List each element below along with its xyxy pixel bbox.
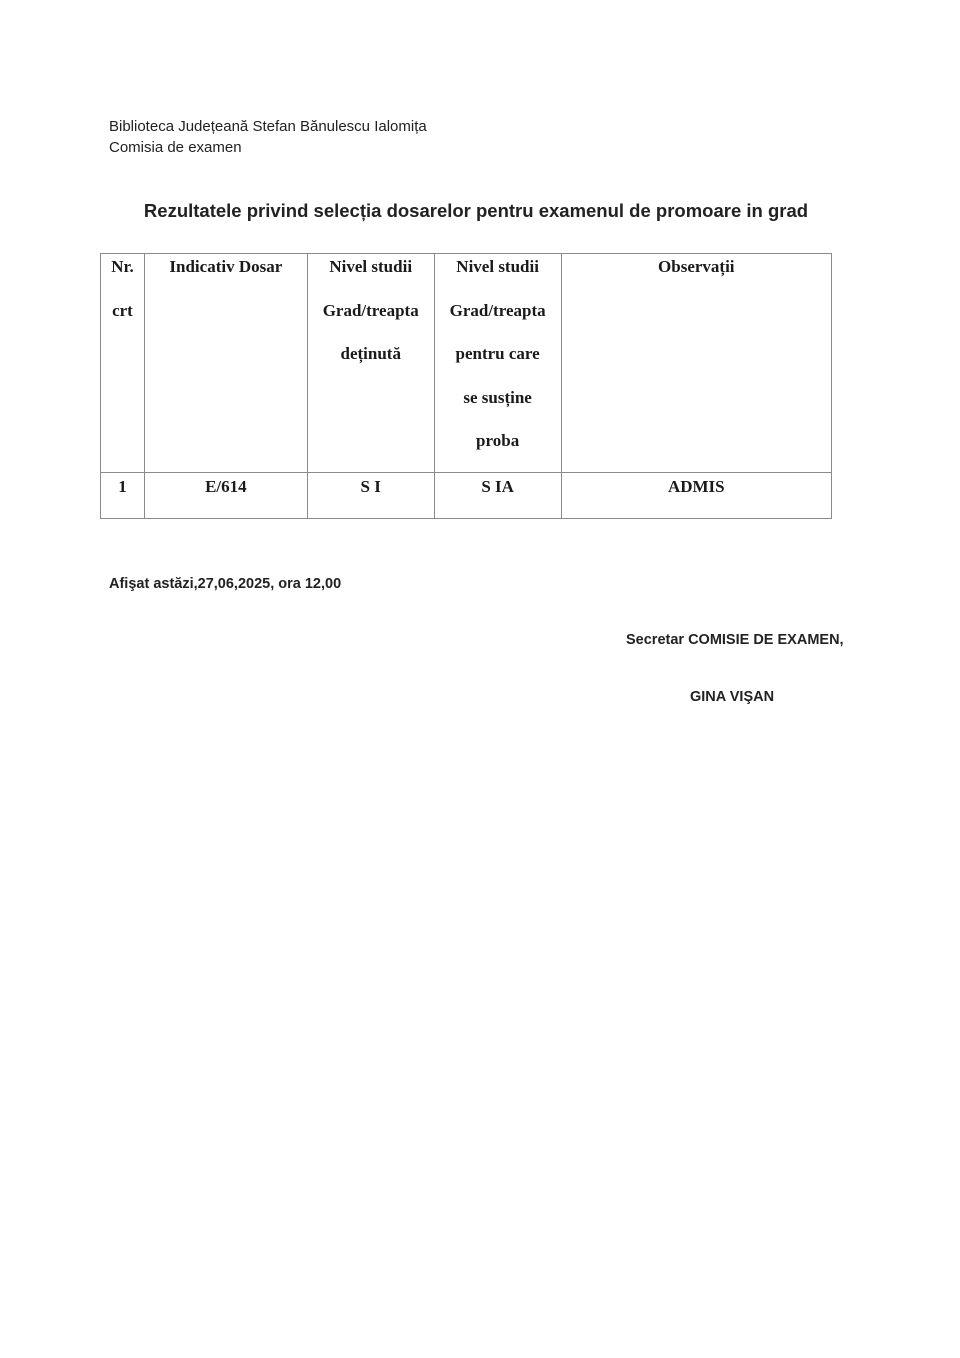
cell-observatii: ADMIS	[561, 472, 831, 518]
cell-nr-crt: 1	[101, 472, 145, 518]
organization-header	[109, 116, 427, 158]
signer-role: Secretar COMISIE DE EXAMEN,	[626, 632, 844, 648]
header-line: Grad/treapta	[322, 300, 419, 320]
header-cell-indicativ-dosar	[144, 254, 307, 473]
results-table	[100, 253, 832, 519]
cell-indicativ-dosar: E/614	[144, 472, 307, 518]
header-cell-nivel-proba	[434, 254, 561, 473]
document-title: Rezultatele privind selecția dosarelor pentru examenul de promoare in grad	[143, 200, 809, 221]
header-cell-nr-crt	[101, 254, 145, 473]
header-line: Indicativ Dosar	[169, 257, 283, 276]
header-line: deținută	[340, 344, 401, 363]
header-line: crt	[112, 300, 133, 320]
header-cell-observatii	[561, 254, 831, 473]
header-line: Observații	[658, 257, 735, 276]
posted-date: Afişat astăzi,27,06,2025, ora 12,00	[109, 576, 342, 592]
signer-name: GINA VIŞAN	[690, 689, 775, 705]
header-line: Nr.	[111, 257, 134, 276]
cell-nivel-proba: S IA	[434, 472, 561, 518]
table-row	[101, 472, 832, 518]
table-header-row	[101, 254, 832, 473]
header-line: pentru care	[455, 344, 540, 363]
header-line: Nivel studii	[456, 257, 539, 276]
header-line: se susține	[463, 387, 532, 407]
organization-name: Biblioteca Județeană Stefan Bănulescu Ialomița	[109, 118, 427, 135]
header-line: Nivel studii	[329, 257, 413, 276]
header-line: proba	[476, 431, 520, 450]
cell-nivel-detinuta: S I	[307, 472, 434, 518]
department-name: Comisia de examen	[109, 139, 242, 156]
header-cell-nivel-detinuta	[307, 254, 434, 473]
header-line: Grad/treapta	[449, 300, 546, 320]
